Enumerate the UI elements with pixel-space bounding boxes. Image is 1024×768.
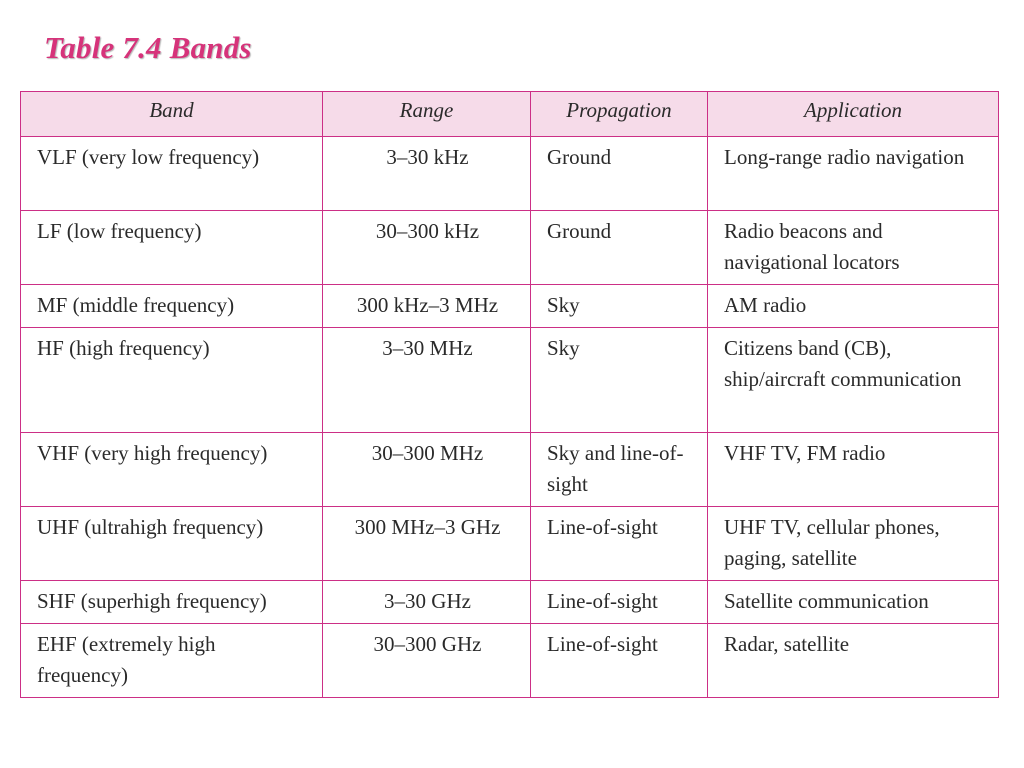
cell-band: VHF (very high frequency) — [21, 433, 323, 507]
cell-propagation: Line-of-sight — [531, 581, 708, 624]
cell-propagation: Sky — [531, 285, 708, 328]
cell-range: 30–300 kHz — [323, 211, 531, 285]
cell-propagation: Sky and line-of-sight — [531, 433, 708, 507]
cell-range: 3–30 kHz — [323, 137, 531, 211]
cell-band: HF (high frequency) — [21, 328, 323, 433]
cell-band: SHF (superhigh frequency) — [21, 581, 323, 624]
cell-application: VHF TV, FM radio — [708, 433, 999, 507]
table-row — [21, 624, 999, 698]
cell-propagation: Line-of-sight — [531, 507, 708, 581]
cell-propagation: Ground — [531, 137, 708, 211]
cell-application: AM radio — [708, 285, 999, 328]
table-row — [21, 328, 999, 433]
cell-range: 30–300 GHz — [323, 624, 531, 698]
cell-range: 3–30 GHz — [323, 581, 531, 624]
header-application: Application — [708, 92, 999, 137]
table-row — [21, 581, 999, 624]
cell-application: Satellite communication — [708, 581, 999, 624]
cell-application: UHF TV, cellular phones, paging, satellite — [708, 507, 999, 581]
cell-application: Citizens band (CB), ship/aircraft communication — [708, 328, 999, 433]
header-row — [21, 92, 999, 137]
cell-band: UHF (ultrahigh frequency) — [21, 507, 323, 581]
cell-application: Radio beacons and navigational locators — [708, 211, 999, 285]
cell-range: 3–30 MHz — [323, 328, 531, 433]
cell-band: LF (low frequency) — [21, 211, 323, 285]
table-row — [21, 285, 999, 328]
table-row — [21, 211, 999, 285]
cell-propagation: Sky — [531, 328, 708, 433]
table-row — [21, 137, 999, 211]
cell-application: Radar, satellite — [708, 624, 999, 698]
bands-table — [20, 91, 999, 698]
header-range: Range — [323, 92, 531, 137]
cell-band: EHF (extremely high frequency) — [21, 624, 323, 698]
header-propagation: Propagation — [531, 92, 708, 137]
cell-band: MF (middle frequency) — [21, 285, 323, 328]
cell-range: 30–300 MHz — [323, 433, 531, 507]
table-row — [21, 433, 999, 507]
header-band: Band — [21, 92, 323, 137]
cell-propagation: Ground — [531, 211, 708, 285]
cell-propagation: Line-of-sight — [531, 624, 708, 698]
table-title: Table 7.4 Bands — [44, 30, 252, 65]
cell-band: VLF (very low frequency) — [21, 137, 323, 211]
table-row — [21, 507, 999, 581]
cell-range: 300 kHz–3 MHz — [323, 285, 531, 328]
cell-range: 300 MHz–3 GHz — [323, 507, 531, 581]
cell-application: Long-range radio navigation — [708, 137, 999, 211]
